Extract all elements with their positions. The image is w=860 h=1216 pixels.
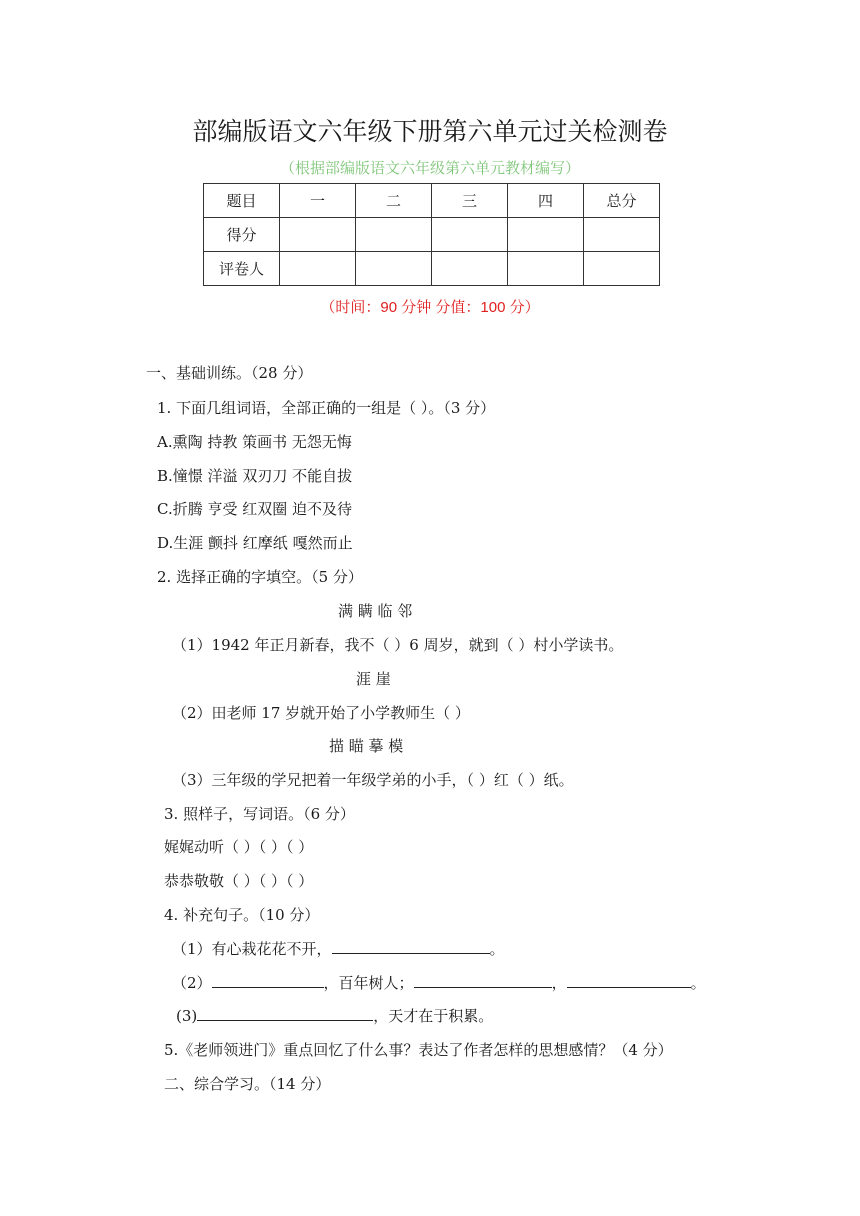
q1-stem: 1. 下面几组词语，全部正确的一组是（ ）。（3 分） [157,399,496,417]
score-table-row-label: 得分 [204,218,280,252]
q4-s2-suffix: 。 [690,974,706,992]
q2-char-choices-2: 涯 崖 [356,670,391,688]
q1-option-a: A.熏陶 持教 策画书 无怨无悔 [157,433,352,451]
q4-s2-middle-1: ，百年树人； [323,974,414,992]
score-table-header-cell: 总分 [584,184,660,218]
score-cell[interactable] [584,218,660,252]
q3-row-1: 娓娓动听（ ）（ ）（ ） [164,838,314,856]
score-table-header-cell: 二 [356,184,432,218]
q3-row-2: 恭恭敬敬（ ）（ ）（ ） [164,872,314,890]
score-cell[interactable] [432,218,508,252]
answer-blank[interactable] [414,973,552,988]
grader-cell[interactable] [584,252,660,286]
page-title: 部编版语文六年级下册第六单元过关检测卷 [192,117,668,146]
score-table-row [204,252,660,286]
page-subtitle: （根据部编版语文六年级第六单元教材编写） [279,159,580,177]
score-table-header-cell: 一 [280,184,356,218]
grader-cell[interactable] [508,252,584,286]
answer-blank[interactable] [197,1006,373,1021]
q4-s2-prefix: （2） [172,974,212,992]
section2-heading: 二、综合学习。（14 分） [164,1075,331,1093]
score-cell[interactable] [356,218,432,252]
score-table-row [204,218,660,252]
q1-option-b: B.憧憬 洋溢 双刃刀 不能自拔 [157,467,353,485]
grader-cell[interactable] [356,252,432,286]
grader-cell[interactable] [432,252,508,286]
q4-stem: 4. 补充句子。（10 分） [164,906,320,924]
section1-heading: 一、基础训练。（28 分） [146,364,313,382]
q4-s3-prefix: (3) [176,1007,198,1025]
grader-cell[interactable] [280,252,356,286]
score-cell[interactable] [508,218,584,252]
q4-sentence-3 [176,1005,493,1026]
q1-option-c: C.折腾 亨受 红双圈 迫不及待 [157,500,353,518]
q2-stem: 2. 选择正确的字填空。（5 分） [157,568,363,586]
q5-stem: 5.《老师领进门》重点回忆了什么事？表达了作者怎样的思想感情？（4 分） [164,1041,673,1059]
q4-sentence-1 [172,938,505,959]
score-table [203,183,660,286]
time-info: （时间：90 分钟 分值：100 分） [320,299,540,316]
score-cell[interactable] [280,218,356,252]
answer-blank[interactable] [212,973,324,988]
q2-char-choices-1: 满 瞒 临 邻 [338,602,413,620]
q4-s3-suffix: ，天才在于积累。 [373,1007,494,1025]
answer-blank[interactable] [567,973,691,988]
score-table-header-cell: 三 [432,184,508,218]
score-table-header-cell: 题目 [204,184,280,218]
q4-s2-middle-2: ， [551,974,567,992]
q4-s1-prefix: （1）有心栽花花不开， [172,940,332,958]
q2-item-3: （3）三年级的学兄把着一年级学弟的小手，（ ）红（ ）纸。 [172,771,574,789]
q4-s1-suffix: 。 [489,940,505,958]
q2-char-choices-3: 描 瞄 摹 模 [329,737,404,755]
score-table-header-cell: 四 [508,184,584,218]
answer-blank[interactable] [332,939,490,954]
q1-option-d: D.生涯 颤抖 红摩纸 嘎然而止 [157,534,353,552]
q3-stem: 3. 照样子，写词语。（6 分） [164,805,355,823]
q4-sentence-2 [172,972,706,993]
score-table-row-label: 评卷人 [204,252,280,286]
q2-item-1: （1）1942 年正月新春，我不（ ）6 周岁，就到（ ）村小学读书。 [172,636,624,654]
score-table-header-row [204,184,660,218]
q2-item-2: （2）田老师 17 岁就开始了小学教师生（ ） [172,704,470,722]
